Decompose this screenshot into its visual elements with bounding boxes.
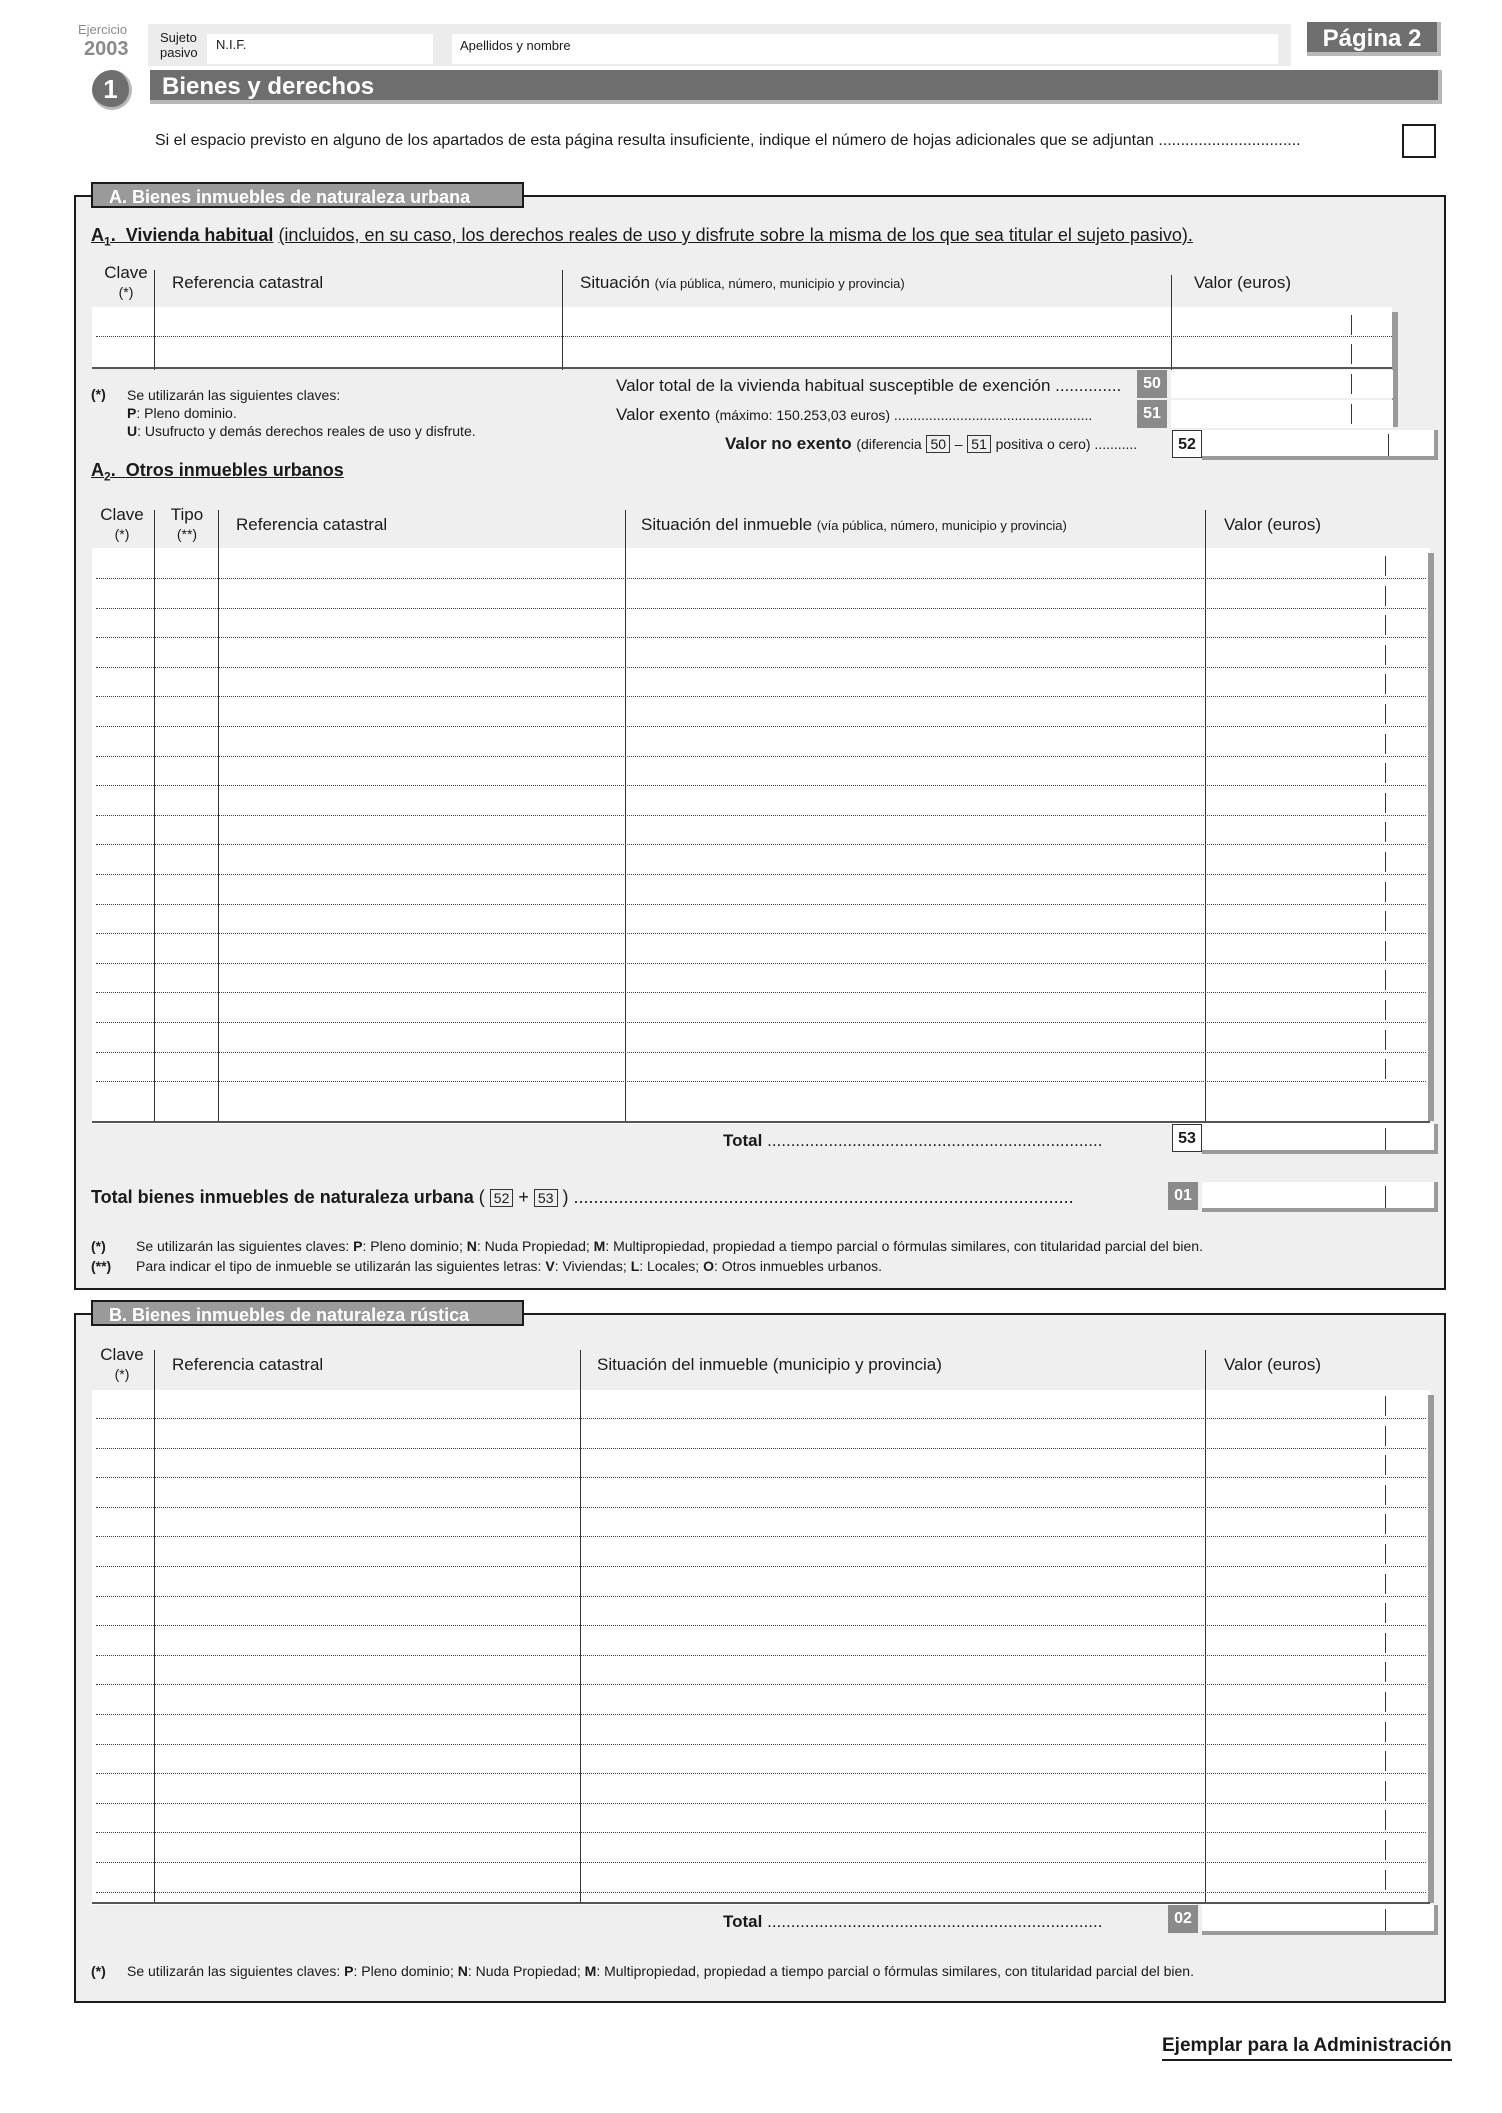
decimal-tick: [1385, 1128, 1386, 1150]
ejercicio-year: 2003: [84, 38, 129, 60]
table-row[interactable]: [96, 1803, 1426, 1804]
a2-bottom-rule: [92, 1121, 1430, 1123]
valor-exento-label: Valor exento (máximo: 150.253,03 euros) ...................................................: [616, 405, 1093, 424]
table-row[interactable]: [96, 1052, 1426, 1053]
decimal-tick: [1385, 1810, 1386, 1830]
table-row[interactable]: [96, 756, 1426, 757]
a2-col-line: [154, 510, 155, 1122]
valor-no-exento-label: Valor no exento (diferencia 50 – 51 positiva o cero) ...........: [725, 434, 1138, 453]
b-shadow: [1428, 1395, 1434, 1903]
a2-col-tipo: Tipo: [170, 505, 204, 524]
valor-total-field[interactable]: [1171, 370, 1393, 398]
b-col-valor: Valor (euros): [1224, 1355, 1321, 1374]
box-code-01: 01: [1168, 1182, 1198, 1210]
table-row[interactable]: [96, 336, 1396, 337]
table-row[interactable]: [96, 874, 1426, 875]
table-row[interactable]: [96, 963, 1426, 964]
valor-no-exento-field[interactable]: [1202, 430, 1438, 460]
apellidos-label: Apellidos y nombre: [460, 38, 571, 53]
a2-col-valor: Valor (euros): [1224, 515, 1321, 534]
table-row[interactable]: [96, 1744, 1426, 1745]
table-row[interactable]: [96, 696, 1426, 697]
table-row[interactable]: [96, 1022, 1426, 1023]
a2-col-line: [625, 510, 626, 1122]
decimal-tick: [1385, 1781, 1386, 1801]
decimal-tick: [1385, 704, 1386, 724]
a1-bottom-rule: [92, 367, 1394, 369]
decimal-tick: [1385, 882, 1386, 902]
decimal-tick: [1351, 374, 1352, 394]
decimal-tick: [1385, 1000, 1386, 1020]
a1-decimal-tick: [1351, 344, 1352, 364]
table-row[interactable]: [96, 578, 1426, 579]
decimal-tick: [1385, 1544, 1386, 1564]
section-title-bar: Bienes y derechos: [150, 70, 1442, 104]
a1-col-situacion: Situación (vía pública, número, municipio y provincia): [580, 273, 905, 292]
a1-col-line: [562, 307, 563, 369]
decimal-tick: [1385, 1840, 1386, 1860]
decimal-tick: [1385, 1574, 1386, 1594]
sujeto-pasivo-label: Sujeto pasivo: [160, 30, 198, 60]
b-total-label: Total .......................................................................: [723, 1912, 1103, 1931]
a1-col-clave-mark: (*): [118, 284, 134, 300]
b-col-referencia: Referencia catastral: [172, 1355, 324, 1374]
a1-col-line: [154, 307, 155, 369]
decimal-tick: [1385, 556, 1386, 576]
decimal-tick: [1385, 941, 1386, 961]
table-row[interactable]: [96, 785, 1426, 786]
note-b-mark: (*): [91, 1963, 106, 1979]
a1-note-mark: (*): [91, 386, 106, 402]
table-row[interactable]: [96, 1714, 1426, 1715]
table-row[interactable]: [96, 637, 1426, 638]
table-row[interactable]: [96, 726, 1426, 727]
table-row[interactable]: [96, 1081, 1426, 1082]
table-row[interactable]: [96, 1655, 1426, 1656]
table-row[interactable]: [96, 1596, 1426, 1597]
decimal-tick: [1385, 1455, 1386, 1475]
decimal-tick: [1385, 793, 1386, 813]
decimal-tick: [1385, 1909, 1386, 1931]
a2-col-clave: Clave: [100, 505, 144, 524]
decimal-tick: [1385, 852, 1386, 872]
decimal-tick: [1385, 822, 1386, 842]
decimal-tick: [1385, 1030, 1386, 1050]
table-row[interactable]: [96, 1684, 1426, 1685]
decimal-tick: [1385, 1603, 1386, 1623]
table-row[interactable]: [96, 933, 1426, 934]
table-row[interactable]: [96, 1448, 1426, 1449]
decimal-tick: [1351, 404, 1352, 424]
b-col-line: [1205, 1350, 1206, 1903]
table-row[interactable]: [96, 1507, 1426, 1508]
decimal-tick: [1385, 674, 1386, 694]
a1-col-valor: Valor (euros): [1194, 273, 1291, 292]
a2-col-situacion: Situación del inmueble (vía pública, número, municipio y provincia): [641, 515, 1067, 534]
table-row[interactable]: [96, 1862, 1426, 1863]
apellidos-field[interactable]: [452, 34, 1278, 64]
note1-text: Se utilizarán las siguientes claves: P: Pleno dominio; N: Nuda Propiedad; M: Multipropiedad, propiedad a tiempo parcial o fórmulas similares, con titularidad parcial del bien.: [136, 1238, 1203, 1254]
a1-rows: [92, 307, 1392, 369]
b-col-clave-mark: (*): [114, 1366, 130, 1382]
table-row[interactable]: [96, 608, 1426, 609]
a1-col-clave: Clave: [104, 263, 148, 282]
decimal-tick: [1385, 1662, 1386, 1682]
total-urbana-label: Total bienes inmuebles de naturaleza urbana ( 52 + 53 ) ....................................................................................................: [91, 1187, 1074, 1207]
section-number-badge: 1: [92, 70, 132, 110]
valor-exento-field[interactable]: [1171, 400, 1393, 428]
b-col-line: [154, 1350, 155, 1903]
a2-shadow: [1428, 553, 1434, 1121]
decimal-tick: [1385, 1186, 1386, 1208]
a2-col-tipo-mark: (**): [176, 526, 198, 542]
decimal-tick: [1385, 1059, 1386, 1079]
a1-note: Se utilizarán las siguientes claves: P: Pleno dominio. U: Usufructo y demás derechos reales de uso y disfrute.: [127, 387, 476, 439]
decimal-tick: [1385, 911, 1386, 931]
nif-label: N.I.F.: [216, 37, 247, 52]
extra-sheets-input[interactable]: [1402, 124, 1436, 158]
b-col-situacion: Situación del inmueble (municipio y provincia): [597, 1355, 942, 1374]
b-rows: [92, 1390, 1430, 1905]
total-a2-field[interactable]: [1202, 1124, 1438, 1154]
decimal-tick: [1385, 1633, 1386, 1653]
note-b-text: Se utilizarán las siguientes claves: P: Pleno dominio; N: Nuda Propiedad; M: Multipropiedad, propiedad a tiempo parcial o fórmulas similares, con titularidad parcial del bien.: [127, 1963, 1194, 1979]
decimal-tick: [1385, 1870, 1386, 1890]
box-code-51: 51: [1137, 400, 1167, 428]
total-urbana-field[interactable]: [1202, 1182, 1438, 1212]
section-a-tab: A. Bienes inmuebles de naturaleza urbana: [91, 182, 524, 208]
a2-col-line: [218, 510, 219, 1122]
table-row[interactable]: [96, 667, 1426, 668]
box-code-50: 50: [1137, 370, 1167, 398]
decimal-tick: [1385, 763, 1386, 783]
decimal-tick: [1385, 1722, 1386, 1742]
page-number-badge: Página 2: [1307, 22, 1441, 56]
table-row[interactable]: [96, 1418, 1426, 1419]
decimal-tick: [1385, 586, 1386, 606]
table-row[interactable]: [96, 1625, 1426, 1626]
table-row[interactable]: [96, 1536, 1426, 1537]
decimal-tick: [1385, 1514, 1386, 1534]
a1-col-line: [1171, 307, 1172, 369]
decimal-tick: [1385, 615, 1386, 635]
a2-total-label: Total .......................................................................: [723, 1131, 1103, 1150]
table-row[interactable]: [96, 1832, 1426, 1833]
box-code-02: 02: [1168, 1905, 1198, 1933]
a2-col-referencia: Referencia catastral: [236, 515, 388, 534]
table-row[interactable]: [96, 904, 1426, 905]
decimal-tick: [1385, 1485, 1386, 1505]
a1-heading: $A_1$. Vivienda habitual (incluidos, en su caso, los derechos reales de uso y disfrute sobre la misma de los que sea titular el sujeto pasivo).: [91, 225, 1193, 249]
decimal-tick: [1385, 734, 1386, 754]
footer-copy-label: Ejemplar para la Administración: [1162, 2035, 1452, 2061]
a2-col-line: [1205, 510, 1206, 1122]
valor-total-label: Valor total de la vivienda habitual susceptible de exención ..............: [616, 376, 1122, 395]
a2-rows: [92, 548, 1430, 1124]
note2-text: Para indicar el tipo de inmueble se utilizarán las siguientes letras: V: Viviendas; L: Locales; O: Otros inmuebles urbanos.: [136, 1258, 883, 1274]
total-b-field[interactable]: [1202, 1905, 1438, 1935]
decimal-tick: [1385, 645, 1386, 665]
box-code-52: 52: [1172, 430, 1202, 458]
decimal-tick: [1385, 1692, 1386, 1712]
b-col-line: [580, 1350, 581, 1903]
section-b-tab: B. Bienes inmuebles de naturaleza rústica: [91, 1300, 524, 1326]
decimal-tick: [1385, 1396, 1386, 1416]
a2-heading: $A_2$. Otros inmuebles urbanos: [91, 460, 344, 484]
table-row[interactable]: [96, 815, 1426, 816]
a1-decimal-tick: [1351, 315, 1352, 335]
decimal-tick: [1385, 1426, 1386, 1446]
decimal-tick: [1385, 970, 1386, 990]
box-code-53: 53: [1172, 1124, 1202, 1152]
note1-mark: (*): [91, 1238, 106, 1254]
ejercicio-label: Ejercicio: [78, 22, 128, 37]
decimal-tick: [1388, 434, 1389, 456]
table-row[interactable]: [96, 1892, 1426, 1893]
note2-mark: (**): [91, 1258, 112, 1274]
extra-sheets-text: Si el espacio previsto en alguno de los apartados de esta página resulta insuficiente, indique el número de hojas adicionales que se adjuntan ................................: [155, 132, 1301, 149]
table-row[interactable]: [96, 1566, 1426, 1567]
a2-col-clave-mark: (*): [114, 526, 130, 542]
table-row[interactable]: [96, 844, 1426, 845]
decimal-tick: [1385, 1751, 1386, 1771]
table-row[interactable]: [96, 1477, 1426, 1478]
table-row[interactable]: [96, 992, 1426, 993]
b-bottom-rule: [92, 1902, 1430, 1904]
b-col-clave: Clave: [100, 1345, 144, 1364]
table-row[interactable]: [96, 1773, 1426, 1774]
a1-col-referencia: Referencia catastral: [172, 273, 324, 292]
